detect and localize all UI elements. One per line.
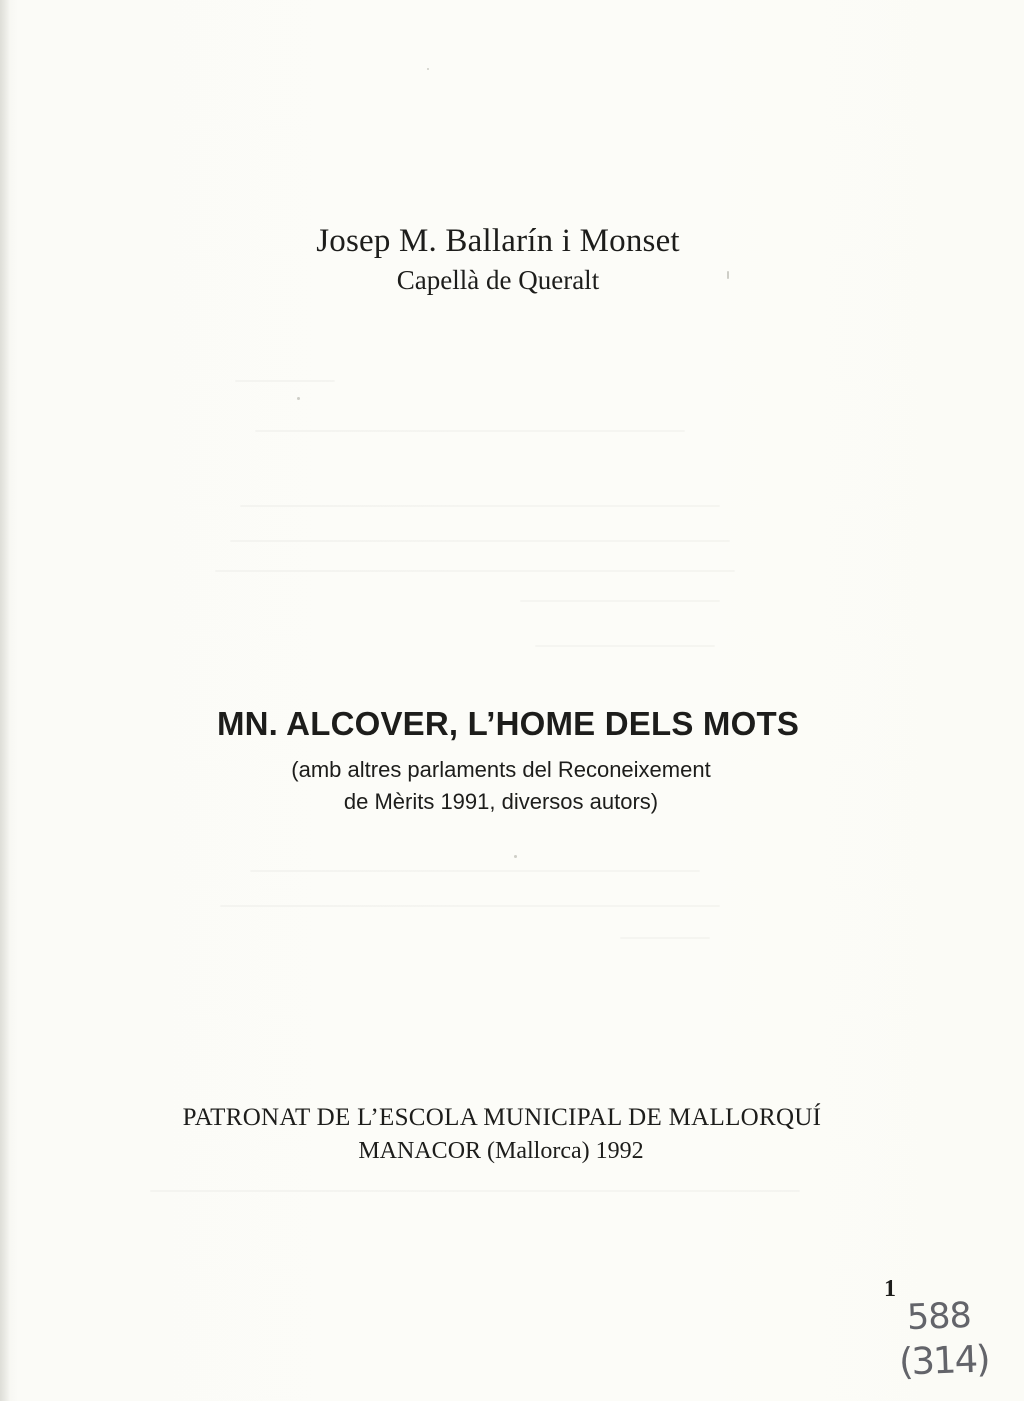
handwritten-reference-parenthetical: (314) — [898, 1337, 990, 1384]
faint-bleed-through-line — [240, 505, 720, 507]
publication-place-year: MANACOR (Mallorca) 1992 — [358, 1138, 644, 1164]
handwritten-reference-number: 588 — [906, 1295, 972, 1339]
book-title: MN. ALCOVER, L’HOME DELS MOTS — [216, 705, 800, 742]
faint-bleed-through-line — [150, 1190, 800, 1192]
faint-bleed-through-line — [215, 570, 735, 572]
faint-bleed-through-line — [620, 937, 710, 939]
book-subtitle-line-2: de Mèrits 1991, diversos autors) — [343, 789, 659, 814]
author-affiliation: Capellà de Queralt — [396, 265, 600, 295]
author-name: Josep M. Ballarín i Monset — [316, 223, 680, 259]
paper-speck — [297, 397, 300, 400]
publisher-name: PATRONAT DE L’ESCOLA MUNICIPAL DE MALLORQUÍ — [182, 1104, 822, 1131]
paper-speck — [427, 68, 429, 70]
faint-bleed-through-line — [255, 430, 685, 432]
book-subtitle-line-1: (amb altres parlaments del Reconeixement — [291, 757, 711, 782]
faint-bleed-through-line — [230, 540, 730, 542]
faint-bleed-through-line — [535, 645, 715, 647]
paper-speck — [514, 855, 517, 858]
faint-bleed-through-line — [520, 600, 720, 602]
page-number: 1 — [884, 1276, 896, 1302]
faint-bleed-through-line — [250, 870, 700, 872]
faint-bleed-through-line — [220, 905, 720, 907]
faint-bleed-through-line — [235, 380, 335, 382]
scan-edge-shadow — [0, 0, 10, 1401]
